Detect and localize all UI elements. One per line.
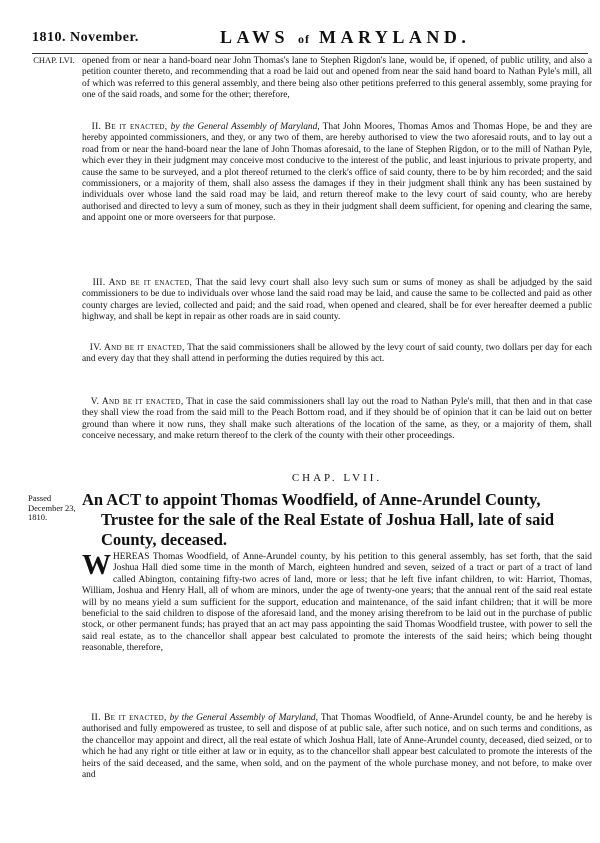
act-title-line-2: Trustee for the sale of the Real Estate of Joshua Hall, late of said County, deceased. bbox=[101, 510, 555, 549]
margin-note-chap-56: CHAP. LVI. bbox=[33, 55, 75, 65]
act-title bbox=[82, 490, 592, 550]
header-title bbox=[220, 27, 470, 48]
section-lead: V. And be it enacted, bbox=[90, 397, 184, 407]
section-text: That the said levy court shall also levy such sum or sums of money as shall be adjudged by the said commissioners to be due to individuals over whose land the said road may be laid, and cause the same to be collected and paid as other county charges are levied, collected and paid; and the said road, when opened and cleared, shall be for ever hereafter deemed a public highway, and shall be kept in repair as other roads are in said county. bbox=[82, 278, 592, 323]
chap-56-section-4 bbox=[82, 343, 592, 366]
section-text: That Thomas Woodfield, of Anne-Arundel county, be and he hereby is authorised and fully empowered as trustee, to sell and dispose of at public sale, after such notice, and on such terms and conditions, as the chancellor may appoint and direct, all the real estate of which Joshua Hall, late of Anne-Arundel county, deceased, died seized, or to which he had any right or title either at law or in equity, as to the chancellor shall appear best calculated to promote the interests of the heirs of the said deceased, and the same, when sold, and on the payment of the whole purchase money, and not before, to make over and bbox=[82, 713, 592, 781]
section-text: That in case the said commissioners shall lay out the road to Nathan Pyle's mill, that then and in that case they shall view the road from the said mill to the Peach Bottom road, and if they should be of opinion that it can be laid out on better ground than where it now runs, they shall make such alterations of the location of the same, as they, or a majority of them, shall conceive necessary, and make return thereof to the clerk of the county with their other proceedings. bbox=[82, 397, 593, 442]
header-title-maryland: MARYLAND. bbox=[319, 27, 471, 47]
header-rule bbox=[32, 53, 588, 54]
enacting-authority: by the General Assembly of Maryland, bbox=[169, 713, 318, 723]
margin-note-passed: Passed December 23, 1810. bbox=[28, 493, 76, 522]
chap-56-section-2 bbox=[82, 122, 592, 225]
chap-56-section-3 bbox=[82, 278, 592, 324]
section-lead: III. And be it enacted, bbox=[92, 278, 193, 288]
header-date: 1810. November. bbox=[32, 30, 139, 45]
section-text: That John Moores, Thomas Amos and Thomas Hope, be and they are hereby appointed commissioners, and they, or any two of them, are hereby authorised to view the two aforesaid routs, and to lay out a road from or near the hand-board near the lane of John Thomas aforesaid, to the lane of Stephen Rigdon, or to the mill of Nathan Pyle, which ever they in their judgment may conceive most conducive to the interest of the public, and least injurious to private property, and cause the same to be surveyed, and a plot thereof returned to the clerk's office of said county, there to be by him recorded; and the said commissioners, or a majority of them, shall also assess the damages if they in their judgment shall think any has been sustained by individuals over whose land the said road may be laid, and return thereof make to the levy court of said county, who are hereby authorised and directed to levy a sum of money, such as they in their judgment shall deem sufficient, for opening and clearing the same, and appoint one or more overseers for that purpose. bbox=[82, 122, 592, 224]
section-lead: IV. And be it enacted, bbox=[89, 343, 185, 353]
chap-56-section-5 bbox=[82, 397, 592, 443]
section-lead: II. Be it enacted, bbox=[91, 122, 168, 132]
header-title-of: of bbox=[298, 32, 311, 46]
enacting-authority: by the General Assembly of Maryland, bbox=[170, 122, 320, 132]
header-title-laws: LAWS bbox=[220, 27, 290, 47]
running-header bbox=[32, 27, 586, 52]
section-lead: II. Be it enacted, bbox=[91, 713, 167, 723]
act-title-line-1: An ACT to appoint Thomas Woodfield, of Anne-Arundel County, bbox=[82, 490, 541, 509]
chap-56-preamble bbox=[82, 56, 592, 102]
section-text: That the said commissioners shall be allowed by the levy court of said county, two dollars per day for each and every day that they shall attend in performing the duties required by this act. bbox=[82, 343, 592, 365]
preamble-text: opened from or near a hand-board near John Thomas's lane to Stephen Rigdon's lane, would be, if opened, of public utility, and also a petition counter thereto, and recommending that a road be laid out and opened from near the said hand board to Nathan Pyle's mill, all of which was referred to this general assembly, and there being also other petitions preferred to this general assembly, some praying for one of the said roads, and some for the other; therefore, bbox=[82, 56, 592, 101]
chap-57-preamble bbox=[82, 549, 592, 655]
chapter-heading: CHAP. LVII. bbox=[291, 472, 383, 484]
chap-57-section-2 bbox=[82, 713, 592, 781]
drop-cap: W bbox=[82, 549, 111, 581]
preamble-text: HEREAS Thomas Woodfield, of Anne-Arundel county, by his petition to this general assembly, has set forth, that the said Joshua Hall died some time in the month of March, eighteen hundred and seven, seized of a tract or part of a tract of land called Abington, containing fifty-two acres of land, more or less; that he left five infant children, to wit: Harriot, Thomas, William, Joshua and Henry Hall, all of whom are minors, under the age of twenty-one years; that the annual rent of the said real estate will by no means yield a sum sufficient for the support, education and maintenance, of the said infant children; that it will be more beneficial to the said children to dispose of the aforesaid land, and the money arising therefrom to be laid out in the purchase of public stock, or other permanent funds; has prayed that an act may pass appointing the said Thomas Woodfield trustee, with power to sell the said real estate, as to the chancellor shall appear best calculated to promote the interests of the said heirs; which being thought reasonable, therefore, bbox=[82, 552, 592, 654]
